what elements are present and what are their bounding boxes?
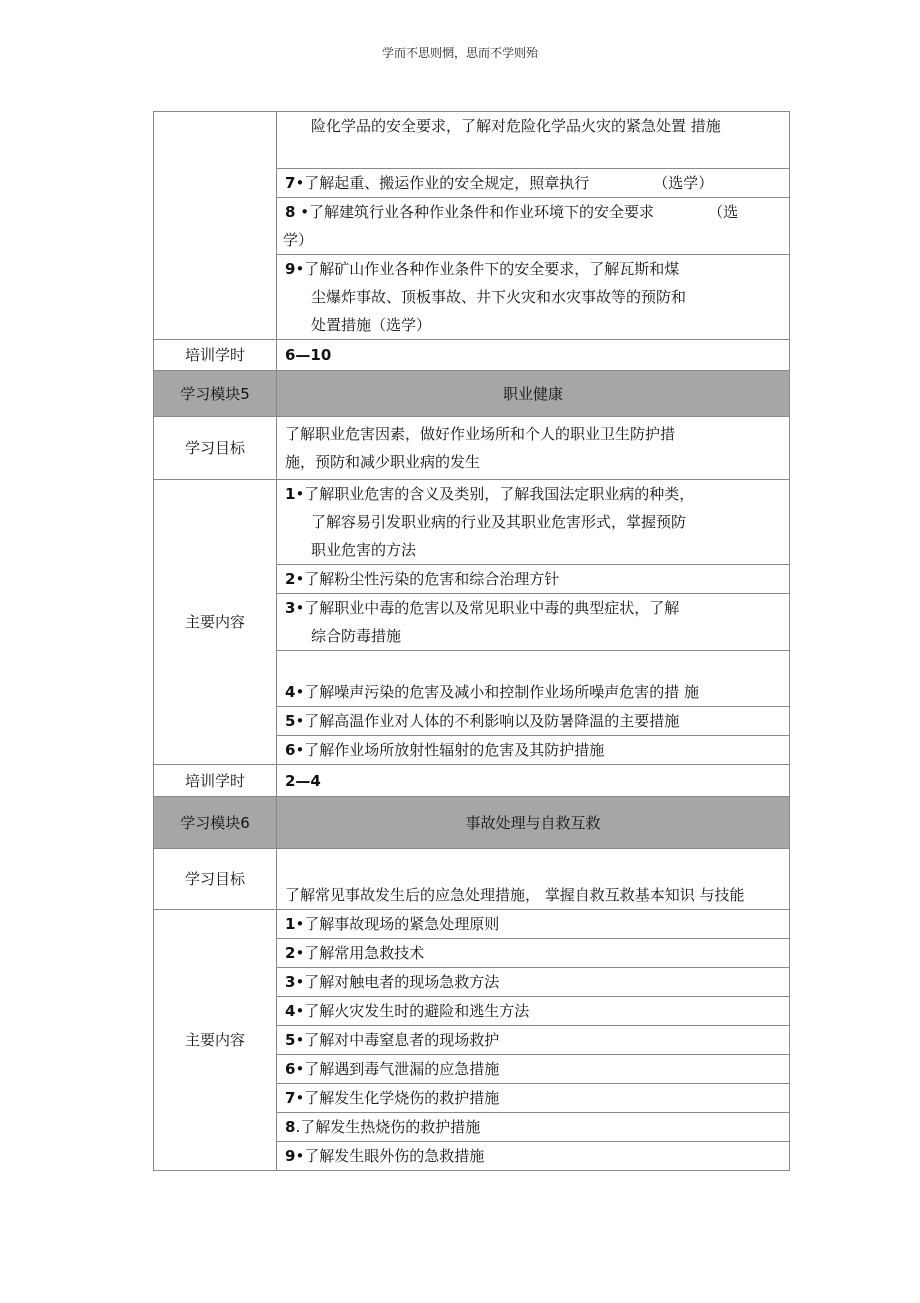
content-item-6 — [277, 736, 790, 765]
item-line: •了解噪声污染的危害及减小和控制作业场所噪声危害的措 施 — [295, 683, 700, 701]
goal-label: 学习目标 — [154, 849, 277, 910]
content-item-7 — [277, 169, 790, 198]
item-text: •了解对中毒窒息者的现场救护 — [295, 1031, 500, 1049]
item-number: 3 — [285, 973, 296, 991]
item-line: •了解粉尘性污染的危害和综合治理方针 — [295, 570, 560, 588]
content-label: 主要内容 — [154, 480, 277, 765]
item-number: 2 — [285, 570, 296, 588]
item-text: •了解发生化学烧伤的救护措施 — [295, 1089, 500, 1107]
content-item-8 — [277, 1113, 790, 1142]
content-item-2 — [277, 939, 790, 968]
content-item-8 — [277, 198, 790, 255]
item-number: 6 — [285, 741, 296, 759]
content-item-6-tail — [277, 112, 790, 169]
item-line: 处置措施（选学） — [311, 316, 432, 334]
item-text: 险化学品的安全要求，了解对危险化学品火灾的紧急处置 措施 — [311, 117, 721, 135]
item-line: •了解职业危害的含义及类别，了解我国法定职业病的种类， — [295, 485, 695, 503]
item-number: 8 — [285, 203, 296, 221]
goal-line: 了解职业危害因素，做好作业场所和个人的职业卫生防护措 — [285, 425, 676, 443]
item-number: 1 — [285, 485, 296, 503]
item-note-tail: 学） — [283, 231, 314, 249]
goal-label: 学习目标 — [154, 417, 277, 480]
content-item-1 — [277, 480, 790, 565]
content-item-4 — [277, 651, 790, 707]
content-item-3 — [277, 968, 790, 997]
content-item-4 — [277, 997, 790, 1026]
content-item-5 — [277, 1026, 790, 1055]
label-cell-empty — [154, 112, 277, 340]
item-text: .了解发生热烧伤的救护措施 — [295, 1118, 481, 1136]
item-text: •了解事故现场的紧急处理原则 — [295, 915, 500, 933]
item-text: •了解起重、搬运作业的安全规定，照章执行 — [295, 174, 590, 192]
content-item-5 — [277, 707, 790, 736]
module-6-title: 事故处理与自救互救 — [277, 797, 790, 849]
goal-text — [277, 417, 790, 480]
content-item-9 — [277, 255, 790, 340]
content-item-2 — [277, 565, 790, 594]
item-line: •了解高温作业对人体的不利影响以及防暑降温的主要措施 — [295, 712, 680, 730]
content-item-7 — [277, 1084, 790, 1113]
hours-value: 6—10 — [277, 340, 790, 371]
item-number: 7 — [285, 1089, 296, 1107]
item-number: 9 — [285, 260, 296, 278]
content-item-9 — [277, 1142, 790, 1171]
hours-label: 培训学时 — [154, 340, 277, 371]
item-text: •了解对触电者的现场急救方法 — [295, 973, 500, 991]
item-number: 4 — [285, 683, 296, 701]
item-number: 6 — [285, 1060, 296, 1078]
item-number: 5 — [285, 1031, 296, 1049]
goal-line: 施，预防和减少职业病的发生 — [285, 453, 481, 471]
item-note: （选学） — [653, 174, 714, 192]
module-5-label: 学习模块5 — [154, 371, 277, 417]
item-line: •了解作业场所放射性辐射的危害及其防护措施 — [295, 741, 605, 759]
item-note: （选 — [708, 203, 739, 221]
item-line: 综合防毒措施 — [311, 627, 402, 645]
training-table — [153, 111, 790, 1171]
item-number: 3 — [285, 599, 296, 617]
item-number: 8 — [285, 1118, 296, 1136]
item-line: 尘爆炸事故、顶板事故、井下火灾和水灾事故等的预防和 — [311, 288, 687, 306]
item-text: •了解发生眼外伤的急救措施 — [295, 1147, 485, 1165]
goal-text: 了解常见事故发生后的应急处理措施， 掌握自救互救基本知识 与技能 — [277, 849, 790, 910]
content-label: 主要内容 — [154, 910, 277, 1171]
item-number: 1 — [285, 915, 296, 933]
content-item-3 — [277, 594, 790, 651]
item-text: •了解建筑行业各种作业条件和作业环境下的安全要求 — [295, 203, 655, 221]
item-number: 4 — [285, 1002, 296, 1020]
item-line: 职业危害的方法 — [311, 541, 417, 559]
page-header: 学而不思则惘，思而不学则殆 — [381, 46, 538, 60]
content-item-6 — [277, 1055, 790, 1084]
item-line: 了解容易引发职业病的行业及其职业危害形式，掌握预防 — [311, 513, 687, 531]
item-text: •了解火灾发生时的避险和逃生方法 — [295, 1002, 530, 1020]
hours-value: 2—4 — [277, 765, 790, 797]
item-line: •了解职业中毒的危害以及常见职业中毒的典型症状，了解 — [295, 599, 680, 617]
item-line: •了解矿山作业各种作业条件下的安全要求，了解瓦斯和煤 — [295, 260, 680, 278]
item-number: 9 — [285, 1147, 296, 1165]
module-6-label: 学习模块6 — [154, 797, 277, 849]
item-number: 2 — [285, 944, 296, 962]
item-text: •了解遇到毒气泄漏的应急措施 — [295, 1060, 500, 1078]
content-item-1 — [277, 910, 790, 939]
hours-label: 培训学时 — [154, 765, 277, 797]
module-5-title: 职业健康 — [277, 371, 790, 417]
item-number: 7 — [285, 174, 296, 192]
item-text: •了解常用急救技术 — [295, 944, 425, 962]
item-number: 5 — [285, 712, 296, 730]
